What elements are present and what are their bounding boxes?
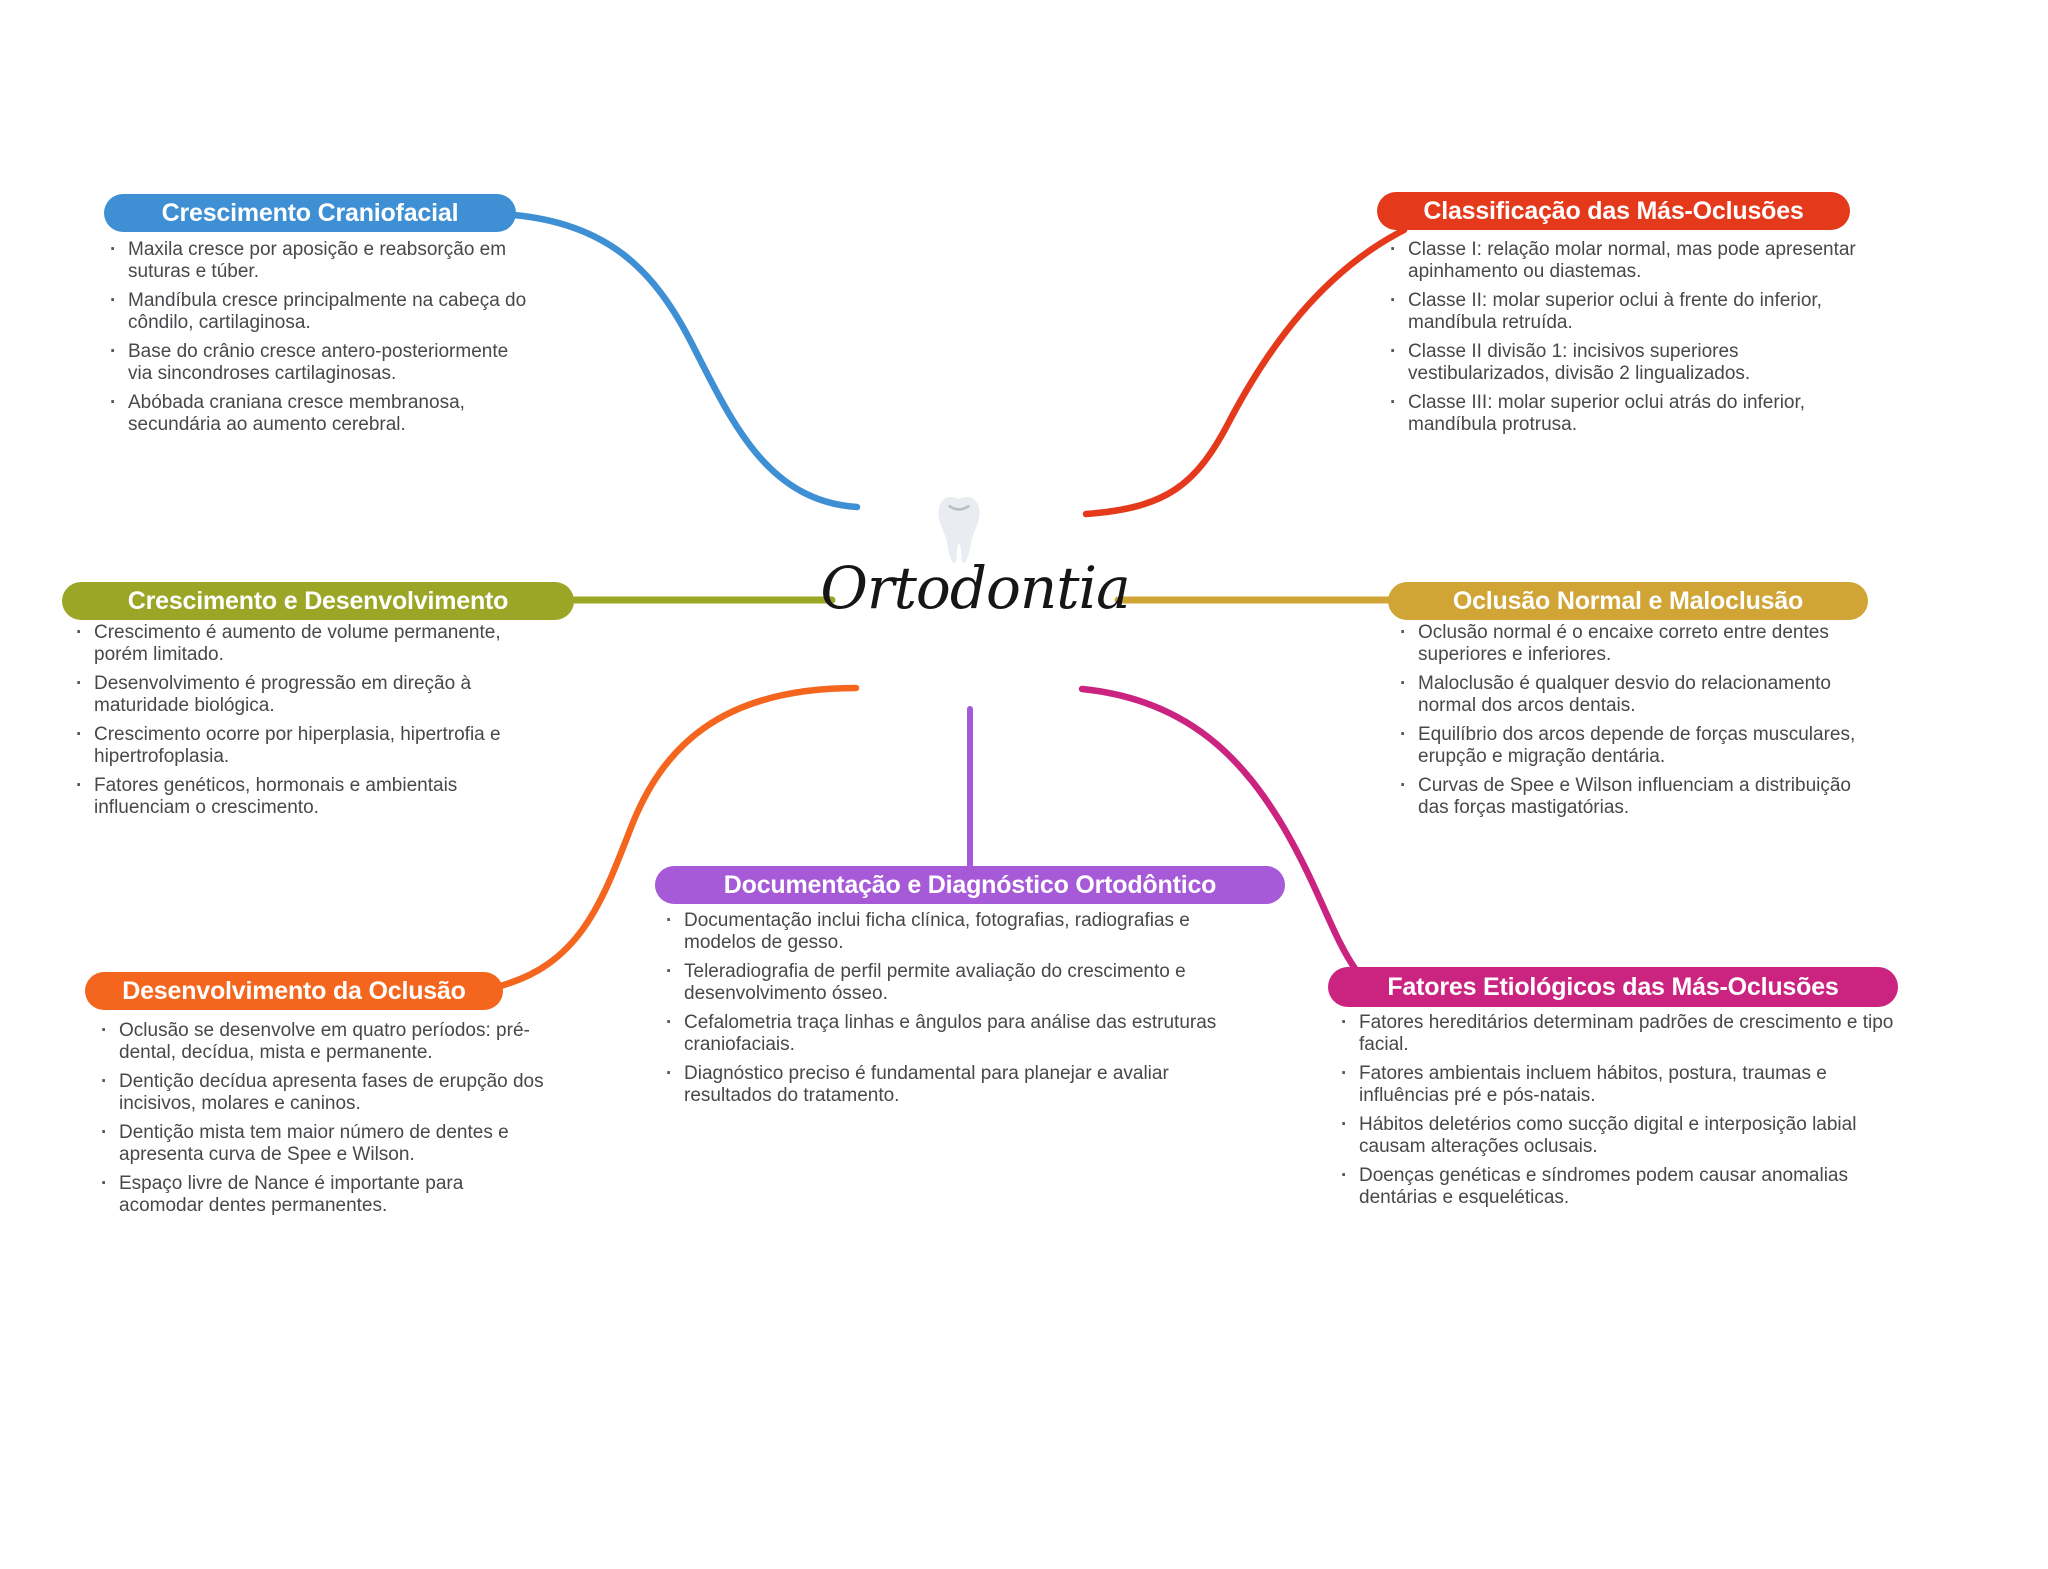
bullet-item: · Equilíbrio dos arcos depende de forças musculares, erupção e migração dentária. [1394, 724, 1858, 768]
bullet-item: · Base do crânio cresce antero-posteriormente via sincondroses cartilaginosas. [104, 341, 528, 385]
bullet-item: · Classe I: relação molar normal, mas pode apresentar apinhamento ou diastemas. [1384, 239, 1870, 283]
bullet-item: · Teleradiografia de perfil permite avaliação do crescimento e desenvolvimento ósseo. [660, 961, 1256, 1005]
bullet-item: · Classe II divisão 1: incisivos superiores vestibularizados, divisão 2 lingualizados. [1384, 341, 1870, 385]
bullet-item: · Oclusão normal é o encaixe correto entre dentes superiores e inferiores. [1394, 622, 1858, 666]
branch-bullets [660, 910, 1256, 1114]
bullet-item: · Maloclusão é qualquer desvio do relacionamento normal dos arcos dentais. [1394, 673, 1858, 717]
branch-title-pill[interactable]: Classificação das Más-Oclusões [1377, 192, 1850, 230]
branch-title-pill[interactable]: Crescimento e Desenvolvimento [62, 582, 574, 620]
bullet-item: · Espaço livre de Nance é importante para acomodar dentes permanentes. [95, 1173, 547, 1217]
bullet-item: · Documentação inclui ficha clínica, fotografias, radiografias e modelos de gesso. [660, 910, 1256, 954]
bullet-item: · Desenvolvimento é progressão em direção à maturidade biológica. [70, 673, 504, 717]
bullet-item: · Mandíbula cresce principalmente na cabeça do côndilo, cartilaginosa. [104, 290, 528, 334]
bullet-item: · Diagnóstico preciso é fundamental para planejar e avaliar resultados do tratamento. [660, 1063, 1256, 1107]
branch-bullets [1335, 1012, 1901, 1216]
branch-title-pill[interactable]: Fatores Etiológicos das Más-Oclusões [1328, 967, 1898, 1007]
bullet-item: · Cefalometria traça linhas e ângulos para análise das estruturas craniofaciais. [660, 1012, 1256, 1056]
branch-title-pill[interactable]: Desenvolvimento da Oclusão [85, 972, 503, 1010]
connector-classificacao [1086, 230, 1404, 514]
bullet-item: · Dentição decídua apresenta fases de erupção dos incisivos, molares e caninos. [95, 1071, 547, 1115]
branch-title-pill[interactable]: Documentação e Diagnóstico Ortodôntico [655, 866, 1285, 904]
branch-bullets [104, 239, 528, 443]
bullet-item: · Dentição mista tem maior número de dentes e apresenta curva de Spee e Wilson. [95, 1122, 547, 1166]
branch-title-pill[interactable]: Oclusão Normal e Maloclusão [1388, 582, 1868, 620]
branch-bullets [1394, 622, 1858, 826]
bullet-item: · Fatores genéticos, hormonais e ambientais influenciam o crescimento. [70, 775, 504, 819]
bullet-item: · Oclusão se desenvolve em quatro períodos: pré-dental, decídua, mista e permanente. [95, 1020, 547, 1064]
connector-crescimento-craniofacial [514, 215, 857, 507]
bullet-item: · Crescimento ocorre por hiperplasia, hipertrofia e hipertrofoplasia. [70, 724, 504, 768]
bullet-item: · Fatores hereditários determinam padrões de crescimento e tipo facial. [1335, 1012, 1901, 1056]
branch-title-pill[interactable]: Crescimento Craniofacial [104, 194, 516, 232]
bullet-item: · Curvas de Spee e Wilson influenciam a distribuição das forças mastigatórias. [1394, 775, 1858, 819]
bullet-item: · Classe II: molar superior oclui à frente do inferior, mandíbula retruída. [1384, 290, 1870, 334]
bullet-item: · Hábitos deletérios como sucção digital e interposição labial causam alterações oclusais. [1335, 1114, 1901, 1158]
bullet-item: · Crescimento é aumento de volume permanente, porém limitado. [70, 622, 504, 666]
branch-bullets [1384, 239, 1870, 443]
branch-bullets [95, 1020, 547, 1224]
bullet-item: · Fatores ambientais incluem hábitos, postura, traumas e influências pré e pós-natais. [1335, 1063, 1901, 1107]
central-topic-title: Ortodontia [820, 554, 1130, 622]
bullet-item: · Abóbada craniana cresce membranosa, secundária ao aumento cerebral. [104, 392, 528, 436]
bullet-item: · Maxila cresce por aposição e reabsorção em suturas e túber. [104, 239, 528, 283]
bullet-item: · Classe III: molar superior oclui atrás do inferior, mandíbula protrusa. [1384, 392, 1870, 436]
branch-bullets [70, 622, 504, 826]
bullet-item: · Doenças genéticas e síndromes podem causar anomalias dentárias e esqueléticas. [1335, 1165, 1901, 1209]
